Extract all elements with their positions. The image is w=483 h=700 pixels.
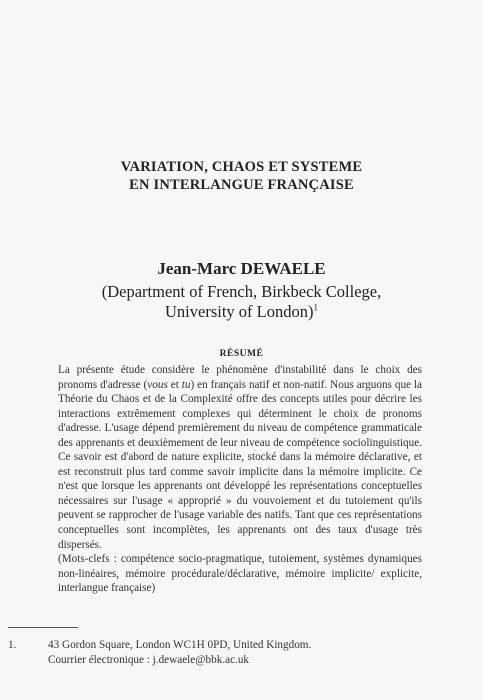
abstract-text-2: ) en français natif et non-natif. Nous arguons que la Théorie du Chaos et de la Complexité offre des concepts utiles pour décrire les interactions extrêmement complexes qui déterminent le choix de pronoms d'adresse. L'usage dépend premièrement du niveau de compétence grammaticale des apprenants et deuxièmement de leur niveau de compétence sociolinguistique. Ce savoir est d'abord de nature explicite, stocké dans la mémoire déclarative, et est reconstruit plus tard comme savoir implicite dans la mémoire implicite. Ce n'est que lorsque les apprenants ont développé les représentations conceptuelles nécessaires sur l'usage « approprié » du vouvoiement et du tutoiement qu'ils peuvent se rapprocher de l'usage variable des natifs. Tant que ces représentations conceptuelles sont incomplètes, les apprenants ont des taux d'usage très dispersés. <box>58 378 423 551</box>
abstract-text-1: La présente étude considère le phénomène d'instabilité dans le choix des pronoms d'adresse ( <box>58 364 422 391</box>
footnote-divider <box>8 627 78 628</box>
author-block <box>0 258 483 322</box>
abstract-et: et <box>167 378 182 391</box>
footnote-text <box>48 638 311 668</box>
abstract <box>58 363 422 596</box>
affiliation-line-2-text: University of London) <box>165 302 314 321</box>
affiliation-line-2 <box>0 302 483 322</box>
footnote-line-2: Courrier électronique : j.dewaele@bbk.ac.uk <box>48 654 250 666</box>
footnote-line-1: 43 Gordon Square, London WC1H 0PD, United Kingdom. <box>48 639 312 651</box>
author-affiliation <box>0 282 483 322</box>
title-line-2: EN INTERLANGUE FRANÇAISE <box>129 177 354 193</box>
footnote-marker: 1 <box>313 302 318 313</box>
affiliation-line-1: (Department of French, Birkbeck College, <box>101 282 382 301</box>
article-title <box>0 158 483 194</box>
resume-heading: RÉSUMÉ <box>219 349 264 359</box>
abstract-tu: tu <box>181 378 191 391</box>
abstract-vous: vous <box>147 378 168 391</box>
author-name: Jean-Marc DEWAELE <box>157 259 326 278</box>
abstract-keywords: (Mots-clefs : compétence socio-pragmatique, tutoiement, systèmes dynamiques non-linéaires, mémoire procédurale/déclarative, mémoire implicite/ explicite, interlangue française) <box>58 553 422 595</box>
abstract-body <box>58 363 422 552</box>
title-line-1: VARIATION, CHAOS ET SYSTEME <box>120 159 363 175</box>
footnote-number: 1. <box>8 639 17 651</box>
